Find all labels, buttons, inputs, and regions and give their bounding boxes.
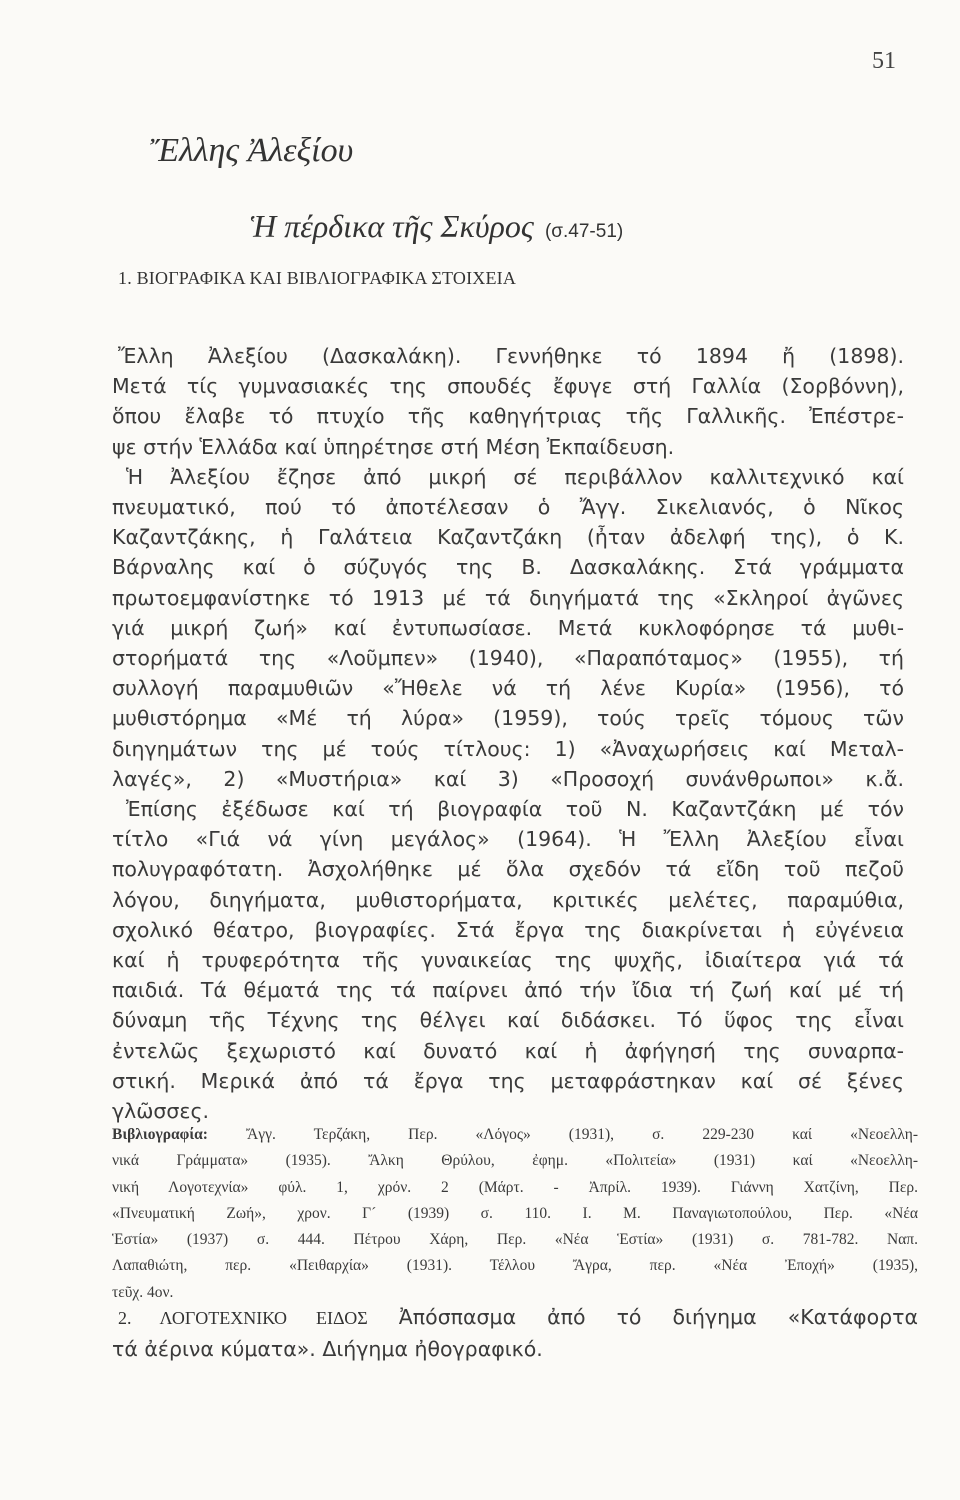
text-line: παιδιά. Τά θέματά της τά παίρνει ἀπό τήν ἴδια τή ζωή καί μέ τή <box>112 978 904 1003</box>
text-line: πρωτοεμφανίστηκε τό 1913 μέ τά διηγήματά της «Σκληροί ἀγῶνες <box>112 585 904 610</box>
text-line: διηγημάτων της μέ τούς τίτλους: 1) «Ἀναχωρήσεις καί Μεταλ- <box>112 736 904 761</box>
bibliography-text: Ἄγγ. Τερζάκη, Περ. «Λόγος» (1931), σ. 229-230 καί «Νεοελλη- <box>207 1126 918 1143</box>
bibliography-line: Ἑστία» (1937) σ. 444. Πέτρου Χάρη, Περ. «Νέα Ἑστία» (1931) σ. 781-782. Ναπ. <box>112 1231 918 1249</box>
bibliography-line: τεῦχ. 4ον. <box>112 1283 174 1301</box>
text-line: λόγου, διηγήματα, μυθιστορήματα, κριτικές μελέτες, παραμύθια, <box>112 887 904 912</box>
text-line: γλῶσσες. <box>112 1099 210 1124</box>
bibliography-line: νικά Γράμματα» (1935). Ἄλκη Θρύλου, ἐφημ. «Πολιτεία» (1931) καί «Νεοελλη- <box>112 1152 918 1170</box>
text-line: καί ἡ τρυφερότητα τῆς γυναικείας της ψυχῆς, ἰδιαίτερα γιά τά <box>112 948 904 973</box>
text-line: Βάρναλης καί ὁ σύζυγός της Β. Δασκαλάκης. Στά γράμματα <box>112 555 904 580</box>
text-line: ὅπου ἔλαβε τό πτυχίο τῆς καθηγήτριας τῆς Γαλλικῆς. Ἐπέστρε- <box>112 404 904 429</box>
story-title: Ἡ πέρδικα τῆς Σκύρος <box>250 208 534 244</box>
text-line: λαγές», 2) «Μυστήρια» καί 3) «Προσοχή συνάνθρωποι» κ.ἄ. <box>112 766 904 791</box>
bibliography <box>112 1122 918 1306</box>
biography-text <box>112 341 904 1126</box>
bibliography-line: «Πνευματική Ζωή», χρον. Γ´ (1939) σ. 110. Ι. Μ. Παναγιωτοπούλου, Περ. «Νέα <box>112 1204 918 1222</box>
bibliography-label: Βιβλιογραφία: <box>112 1126 208 1143</box>
text-line: στορήματά της «Λοῦμπεν» (1940), «Παραπόταμος» (1955), τή <box>112 646 904 671</box>
section-2-heading: 2. ΛΟΓΟΤΕΧΝΙΚΟ ΕΙΔΟΣ <box>118 1308 368 1328</box>
text-line: Ἡ Ἀλεξίου ἔζησε ἀπό μικρή σέ περιβάλλον καλλιτεχνικό καί <box>126 464 904 489</box>
page-number: 51 <box>872 48 896 74</box>
text-line: πνευματικό, πού τό ἀποτέλεσαν ὁ Ἄγγ. Σικελιανός, ὁ Νῖκος <box>112 495 904 520</box>
page-range: (σ.47-51) <box>544 221 624 242</box>
text-line: Μετά τίς γυμνασιακές της σπουδές ἔφυγε στή Γαλλία (Σορβόννη), <box>112 374 904 399</box>
text-line: Ἐπίσης ἐξέδωσε καί τή βιογραφία τοῦ Ν. Καζαντζάκη μέ τόν <box>126 797 904 822</box>
title-row <box>250 208 623 245</box>
bibliography-line: νική Λογοτεχνία» φύλ. 1, χρόν. 2 (Μάρτ. - Ἀπρίλ. 1939). Γιάννη Χατζίνη, Περ. <box>112 1178 918 1196</box>
text-line: δύναμη τῆς Τέχνης της θέλγει καί διδάσκει. Τό ὕφος της εἶναι <box>112 1008 904 1033</box>
text-line: γιά μικρή ζωή» καί ἐντυπωσίασε. Μετά κυκλοφόρησε τά μυθι- <box>112 615 904 640</box>
author-name: Ἔλλης Ἀλεξίου <box>150 132 354 169</box>
bibliography-line <box>112 1122 918 1148</box>
section-2-text: Ἀπόσπασμα ἀπό τό διήγημα «Κατάφορτα <box>398 1305 918 1329</box>
section-2-line <box>118 1302 918 1333</box>
text-line: στική. Μερικά ἀπό τά ἔργα της μεταφράστηκαν καί σέ ξένες <box>112 1068 904 1093</box>
section-2-text-line-2: τά ἀέρινα κύματα». Διήγημα ἠθογραφικό. <box>112 1337 543 1361</box>
text-line: πολυγραφότατη. Ἀσχολήθηκε μέ ὅλα σχεδόν τά εἴδη τοῦ πεζοῦ <box>112 857 904 882</box>
text-line: μυθιστόρημα «Μέ τή λύρα» (1959), τούς τρεῖς τόμους τῶν <box>112 706 904 731</box>
text-line: Καζαντζάκης, ἡ Γαλάτεια Καζαντζάκη (ἦταν ἀδελφή της), ὁ Κ. <box>112 525 904 550</box>
text-line: ἐντελῶς ξεχωριστό καί δυνατό καί ἡ ἀφήγησή της συναρπα- <box>112 1038 904 1063</box>
text-line: Ἔλλη Ἀλεξίου (Δασκαλάκη). Γεννήθηκε τό 1894 ἤ (1898). <box>118 344 904 368</box>
text-line: τίτλο «Γιά νά γίνη μεγάλος» (1964). Ἡ Ἔλλη Ἀλεξίου εἶναι <box>112 827 904 852</box>
text-line: ψε στήν Ἑλλάδα καί ὑπηρέτησε στή Μέση Ἐκπαίδευση. <box>112 434 675 459</box>
bibliography-line: Λαπαθιώτη, περ. «Πειθαρχία» (1931). Τέλλου Ἄγρα, περ. «Νέα Ἐποχή» (1935), <box>112 1257 918 1275</box>
text-line: σχολικό θέατρο, βιογραφίες. Στά ἔργα της διακρίνεται ἡ εὐγένεια <box>112 917 904 942</box>
text-line: συλλογή παραμυθιῶν «Ἤθελε νά τή λένε Κυρία» (1956), τό <box>112 676 904 701</box>
section-1-heading: 1. ΒΙΟΓΡΑΦΙΚΑ ΚΑΙ ΒΙΒΛΙΟΓΡΑΦΙΚΑ ΣΤΟΙΧΕΙΑ <box>118 268 517 288</box>
